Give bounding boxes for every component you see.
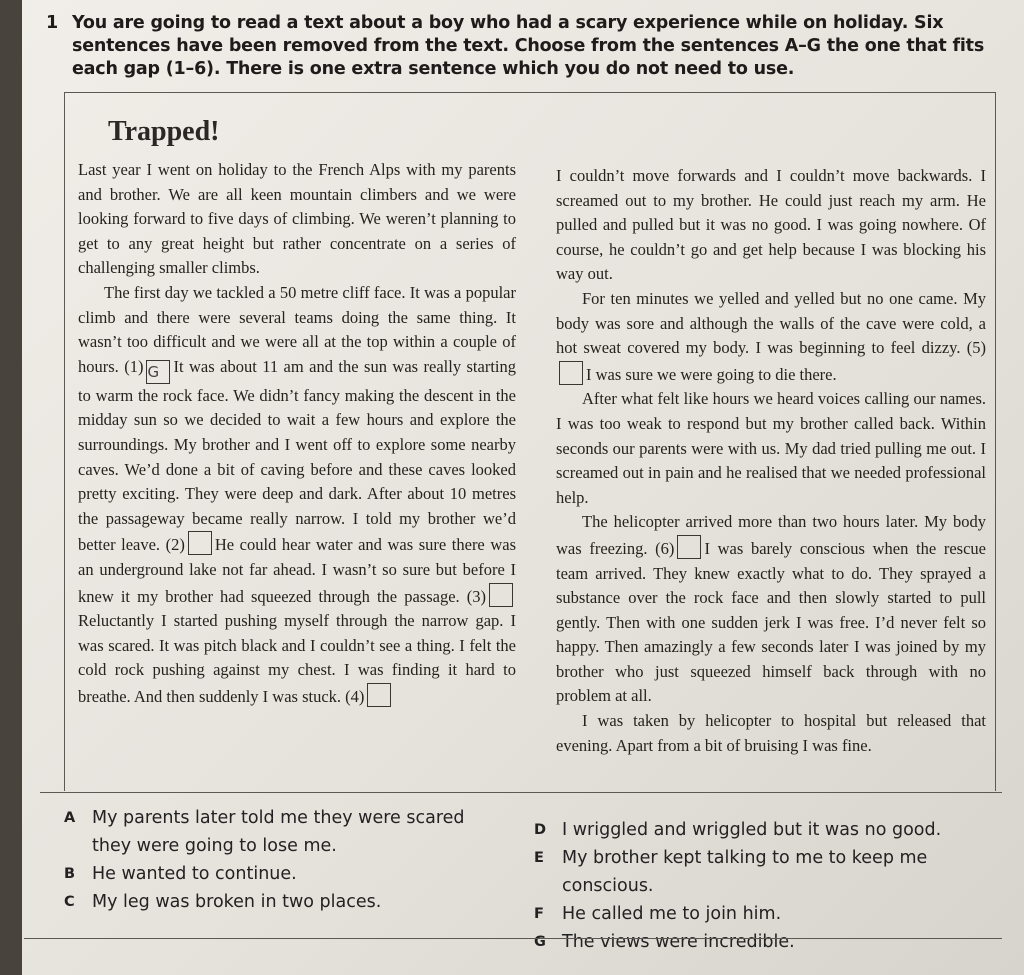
paragraph-5-text-a: The helicopter arrived more than two hours later. My body was freezing. (6) [556,512,986,558]
paragraph-3-text-a: For ten minutes we yelled and yelled but no one came. My body was sore and although the walls of the cave were cold, a hot sweat covered my body. I was beginning to feel dizzy. (5) [556,288,986,358]
paragraph-6: I was taken by helicopter to hospital but released that evening. Apart from a bit of bruising I was fine. [556,711,986,755]
option-d [530,816,1010,844]
gap-5-answer-box[interactable] [559,361,583,385]
options-divider [40,792,1002,793]
paragraph-2-continued: I couldn’t move forwards and I couldn’t move backwards. I screamed out to my brother. He could just reach my arm. He pulled and pulled but it was no good. I was going nowhere. Of course, he couldn’t go and get help because I was blocking his way out. [556,166,986,284]
option-letter: E [534,850,544,866]
option-letter: G [534,934,546,950]
option-letter: D [534,822,547,838]
gap-6-answer-box[interactable] [677,535,701,559]
option-a [60,804,480,860]
instruction-text: You are going to read a text about a boy who had a scary experience while on holiday. Six sentences have been removed from the text. Choose from the sentences A–G the one that fits each gap (1–6). There is one extra sentence which you do not need to use. [72,13,985,79]
option-letter: A [64,810,76,826]
gap-1-answer-box[interactable]: G [146,360,170,384]
paragraph-3 [556,287,986,387]
paragraph-2-text-c: He could hear water and was sure there was an underground lake not far ahead. I wasn’t so sure but before I knew it my brother had squeezed through the passage. (3) [78,535,516,606]
gap-3-answer-box[interactable] [489,583,513,607]
article-column-left [78,158,516,709]
options-column-left [60,804,480,916]
option-text: My leg was broken in two places. [92,892,382,912]
option-text: My brother kept talking to me to keep me conscious. [562,848,928,896]
paragraph-2-text-a: The first day we tackled a 50 metre cliff face. It was a popular climb and there were several teams doing the same thing. It wasn’t too difficult and we were all at the top within a couple of hours. (1) [78,282,516,376]
paragraph-2-text-b: It was about 11 am and the sun was really starting to warm the rock face. We didn’t fancy making the descent in the midday sun so we decided to wait a few hours and explore the surroundings. My brother and I went off to explore some nearby caves. We’d done a bit of caving before and these caves looked pretty exciting. They were deep and dark. After about 10 metres the passageway became really narrow. I told my brother we’d better leave. (2) [78,356,517,555]
article-title: Trapped! [108,116,220,147]
option-letter: C [64,894,75,910]
paragraph-4: After what felt like hours we heard voices calling our names. I was too weak to respond but my brother called back. Within seconds our parents were with us. My dad tried pulling me out. I screamed out in pain and he realised that we needed professional help. [556,389,986,507]
option-b [60,860,480,888]
option-text: The views were incredible. [562,932,795,952]
option-g [530,928,1010,956]
option-f [530,900,1010,928]
paragraph-5-text-b: I was barely conscious when the rescue team arrived. They knew exactly what to do. They sprayed a substance over the rock face and then slowly started to pull gently. Then with one sudden jerk I was free. I’d never felt so happy. Then amazingly a few seconds later I was joined by my brother who just squeezed himself back through with no problem at all. [556,538,986,706]
option-c [60,888,480,916]
paragraph-5 [556,510,986,709]
exercise-number: 1 [46,13,58,33]
options-column-right [530,816,1010,956]
option-e [530,844,1010,900]
option-text: I wriggled and wriggled but it was no good. [562,820,942,840]
gap-4-answer-box[interactable] [367,683,391,707]
option-letter: F [534,906,544,922]
option-text: My parents later told me they were scared they were going to lose me. [92,808,465,856]
options-bottom-border [24,938,1002,939]
gap-2-answer-box[interactable] [188,531,212,555]
paragraph-2-text-d: Reluctantly I started pushing myself through the narrow gap. I was scared. It was pitch black and I couldn’t see a thing. I felt the cold rock pushing against my chest. I was finding it hard to breathe. And then suddenly I was stuck. (4) [78,611,516,706]
option-text: He called me to join him. [562,904,782,924]
option-text: He wanted to continue. [92,864,297,884]
paragraph-1: Last year I went on holiday to the French Alps with my parents and brother. We are all keen mountain climbers and we were looking forward to five days of climbing. We weren’t planning to get to any great height but rather concentrate on a series of challenging smaller climbs. [78,160,516,278]
exercise-instruction [46,12,992,81]
article-column-right [556,164,986,758]
paragraph-2 [78,281,516,710]
option-letter: B [64,866,76,882]
paragraph-3-text-b: I was sure we were going to die there. [586,364,837,384]
